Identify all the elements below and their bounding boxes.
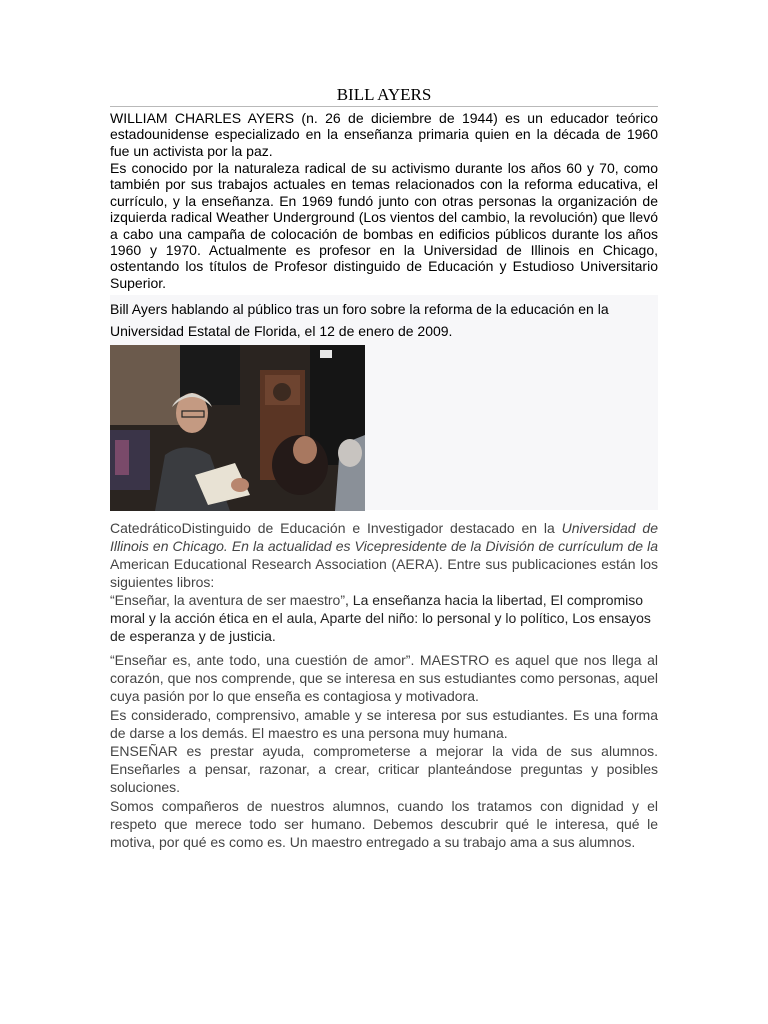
book-first-title: “Enseñar, la aventura de ser maestro” (110, 592, 346, 608)
books-list (110, 591, 658, 645)
quote-paragraph-4: Somos compañeros de nuestros alumnos, cuando los tratamos con dignidad y el respeto que merece todo ser humano. Debemos descubrir qué le interesa, qué le motiva, por qué es como es. Un maestro entregado a su trabajo ama a sus alumnos. (110, 797, 658, 851)
professor-text-italic: Universidad de Illinois en Chicago. En la actualidad es Vicepresidente de la División de currículum de la (110, 520, 658, 554)
bill-ayers-photo (110, 345, 365, 511)
photo-caption: Bill Ayers hablando al público tras un foro sobre la reforma de la educación en la Universidad Estatal de Florida, el 12 de enero de 2009. (110, 301, 609, 339)
professor-text-a: CatedráticoDistinguido de Educación e Investigador destacado en la (110, 520, 562, 536)
quote-paragraph-1: “Enseñar es, ante todo, una cuestión de amor”. MAESTRO es aquel que nos llega al corazón, que nos comprende, que se interesa en sus estudiantes como personas, aquel cuya pasión por lo que enseña es contagiosa y motivadora. (110, 652, 658, 705)
professor-paragraph (110, 519, 658, 591)
book-other-titles: , La enseñanza hacia la libertad, El compromiso moral y la acción ética en el aula, Aparte del niño: lo personal y lo político, Los ensayos de esperanza y de justicia. (110, 592, 651, 644)
document-title: BILL AYERS (336, 85, 432, 104)
title-divider (110, 106, 658, 107)
teaching-quote-section (110, 651, 658, 851)
biography-paragraph: Es conocido por la naturaleza radical de su activismo durante los años 60 y 70, como también por sus trabajos actuales en temas relacionados con la reforma educativa, el currículo, y la enseñanza. En 1969 fundó junto con otras personas la organización de izquierda radical Weather Underground (Los vientos del cambio, la revolución) que llevó a cabo una campaña de colocación de bombas en edificios públicos durante los años 1960 y 1970. Actualmente es profesor en la Universidad de Illinois en Chicago, ostentando los títulos de Profesor distinguido de Educación y Estudioso Universitario Superior. (110, 160, 658, 291)
intro-paragraph: WILLIAM CHARLES AYERS (n. 26 de diciembre de 1944) es un educador teórico estadounidense especializado en la enseñanza primaria quien en la década de 1960 fue un activista por la paz. (110, 110, 658, 159)
quote-paragraph-3: ENSEÑAR es prestar ayuda, comprometerse a mejorar la vida de sus alumnos. Enseñarles a pensar, razonar, a crear, criticar planteándose preguntas y posibles soluciones. (110, 743, 658, 796)
professor-text-c: American Educational Research Association (AERA). Entre sus publicaciones están los siguientes libros: (110, 556, 658, 590)
quote-paragraph-2: Es considerado, comprensivo, amable y se interesa por sus estudiantes. Es una forma de darse a los demás. El maestro es una persona muy humana. (110, 706, 658, 741)
